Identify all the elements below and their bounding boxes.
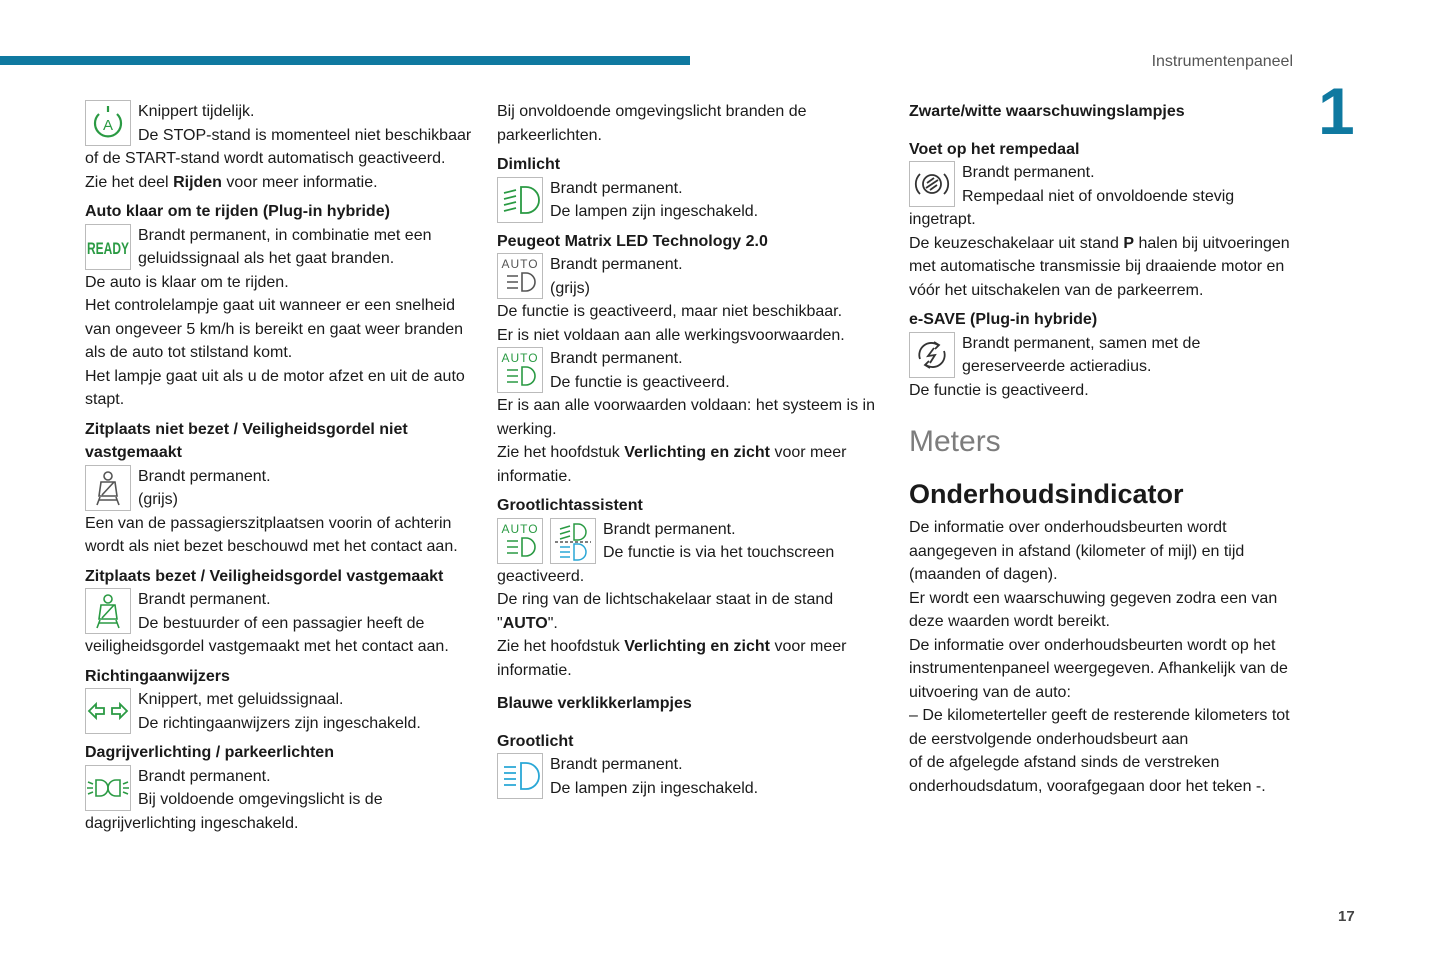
- text: Het lampje gaat uit als u de motor afzet en uit de auto stapt.: [85, 367, 465, 408]
- text: De STOP-stand is momenteel niet beschikbaar of de START-stand wordt automatisch geactiveerd.: [85, 126, 472, 167]
- text-span: De keuzeschakelaar uit stand: [909, 234, 1124, 252]
- seatbelt-green-icon: [85, 588, 131, 634]
- text: Brandt permanent.: [962, 164, 1095, 181]
- block-seat-free: [85, 465, 475, 559]
- text: [497, 635, 882, 682]
- heading-ready: Auto klaar om te rijden (Plug-in hybride): [85, 203, 390, 220]
- bold-link-text: Verlichting en zicht: [624, 638, 770, 655]
- heading-hba: Grootlichtassistent: [497, 497, 643, 514]
- text-span: Zie het hoofdstuk: [497, 638, 625, 655]
- heading-brake: Voet op het rempedaal: [909, 140, 1080, 158]
- auto-label: AUTO: [501, 521, 539, 536]
- text: Brandt permanent.: [550, 350, 683, 367]
- heading-blue: Blauwe verklikkerlampjes: [497, 695, 692, 712]
- block-matrix-green: [497, 347, 882, 488]
- heading-seat-free: Zitplaats niet bezet / Veiligheidsgordel niet vastgemaakt: [85, 420, 408, 461]
- block-seat-taken: [85, 588, 475, 659]
- text: Knippert tijdelijk.: [138, 103, 255, 120]
- heading-seat-taken: Zitplaats bezet / Veiligheidsgordel vastgemaakt: [85, 567, 444, 585]
- heading-turn: Richtingaanwijzers: [85, 667, 230, 685]
- text: [85, 171, 475, 195]
- heading-dim: Dimlicht: [497, 156, 561, 173]
- bold-text: AUTO: [502, 614, 548, 632]
- text: Er is aan alle voorwaarden voldaan: het systeem is in werking.: [497, 397, 875, 438]
- block-brake: [909, 161, 1301, 302]
- turn-signal-icon: [85, 688, 131, 734]
- heading-high-beam: Grootlicht: [497, 732, 574, 750]
- text-span: Zie het hoofdstuk: [497, 444, 625, 461]
- text: De informatie over onderhoudsbeurten wordt op het instrumentenpaneel weergegeven. Afhankelijk van de uitvoering van de auto:: [909, 636, 1288, 701]
- auto-beam-gray-icon: [497, 253, 543, 299]
- bold-text: P: [1123, 234, 1135, 252]
- text: Brandt permanent.: [550, 179, 683, 197]
- high-beam-assist-icon: [550, 518, 596, 564]
- esave-icon: [909, 332, 955, 378]
- text: De lampen zijn ingeschakeld.: [550, 779, 759, 797]
- seatbelt-gray-icon: [85, 465, 131, 511]
- text: De ring van de lichtschakelaar staat in de stand: [497, 591, 834, 608]
- text-span: ".: [547, 614, 558, 632]
- high-beam-icon: [497, 753, 543, 799]
- text: [497, 441, 882, 488]
- text: Brandt permanent.: [138, 767, 271, 785]
- text: Brandt permanent.: [550, 256, 683, 273]
- auto-label: AUTO: [501, 257, 539, 271]
- heading-matrix: Peugeot Matrix LED Technology 2.0: [497, 232, 768, 250]
- meters-heading: Meters: [909, 425, 1001, 458]
- bold-link-text: Verlichting en zicht: [624, 444, 770, 461]
- heading-esave: e-SAVE (Plug-in hybride): [909, 311, 1098, 328]
- heading-drl: Dagrijverlichting / parkeerlichten: [85, 744, 334, 761]
- low-beam-icon: [497, 177, 543, 223]
- text: De richtingaanwijzers zijn ingeschakeld.: [138, 714, 421, 732]
- brake-pedal-icon: [909, 161, 955, 207]
- header-accent-bar: [0, 56, 690, 65]
- text: (grijs): [550, 279, 590, 297]
- heading-bw: Zwarte/witte waarschuwingslampjes: [909, 103, 1185, 120]
- text: De functie is via het touchscreen geactiveerd.: [497, 544, 835, 585]
- text: De bestuurder of een passagier heeft de veiligheidsgordel vastgemaakt met het contact aan.: [85, 614, 449, 655]
- chapter-number: 1: [1318, 74, 1355, 148]
- block-matrix-gray: [497, 253, 882, 347]
- text: – De kilometerteller geeft de resterende kilometers tot de eerstvolgende onderhoudsbeurt aan: [909, 707, 1290, 748]
- text: Er wordt een waarschuwing gegeven zodra een van deze waarden wordt bereikt.: [909, 589, 1278, 630]
- column-middle: [497, 100, 882, 800]
- text: Het controlelampje gaat uit wanneer er een snelheid van ongeveer 5 km/h is bereikt en gaat weer branden als de auto tot stilstand komt.: [85, 297, 464, 361]
- text: (grijs): [138, 491, 178, 508]
- column-right: [909, 100, 1301, 798]
- text: [909, 232, 1301, 303]
- block-hba: [497, 518, 882, 683]
- auto-beam-green-icon: [497, 347, 543, 393]
- text-span: Zie het deel: [85, 173, 174, 191]
- ready-icon-text: READY: [87, 238, 130, 258]
- text-span: halen bij uitvoeringen met automatische transmissie bij draaiende motor en vóór het uitschakelen van de parkeerrem.: [909, 234, 1290, 299]
- text-span: voor meer informatie.: [497, 444, 847, 485]
- column-left: [85, 100, 475, 835]
- text-span: voor meer informatie.: [221, 173, 378, 191]
- auto-a-icon: [85, 100, 131, 146]
- text: De functie is geactiveerd.: [909, 381, 1089, 399]
- text: Er is niet voldaan aan alle werkingsvoorwaarden.: [497, 326, 845, 344]
- text: Een van de passagierszitplaatsen voorin of achterin wordt als niet bezet beschouwd met het contact aan.: [85, 514, 458, 555]
- text-span: voor meer informatie.: [497, 638, 847, 679]
- text: Bij voldoende omgevingslicht is de dagrijverlichting ingeschakeld.: [85, 791, 383, 832]
- block-stop-start: [85, 100, 475, 194]
- block-high-beam: [497, 753, 882, 800]
- text: Brandt permanent, samen met de gereserveerde actieradius.: [962, 334, 1201, 375]
- block-turn: [85, 688, 475, 735]
- bold-link-text: Rijden: [173, 173, 222, 191]
- text: De lampen zijn ingeschakeld.: [550, 203, 759, 220]
- text: [497, 612, 882, 636]
- block-drl: [85, 765, 475, 836]
- page-number: 17: [1338, 908, 1355, 925]
- auto-beam-green-icon: [497, 518, 543, 564]
- text: Brandt permanent.: [550, 756, 683, 773]
- block-esave: [909, 332, 1301, 403]
- text: of de afgelegde afstand sinds de verstreken onderhoudsdatum, voorafgegaan door het teken -.: [909, 754, 1266, 795]
- text: De auto is klaar om te rijden.: [85, 273, 289, 291]
- block-ready: [85, 224, 475, 412]
- text: Knippert, met geluidssignaal.: [138, 691, 344, 708]
- text: Brandt permanent.: [138, 591, 271, 608]
- ready-icon: [85, 224, 131, 270]
- text: De functie is geactiveerd, maar niet beschikbaar.: [497, 303, 843, 320]
- text-span: ": [497, 614, 503, 632]
- service-indicator-heading: Onderhoudsindicator: [909, 479, 1184, 509]
- text: Brandt permanent.: [138, 467, 271, 485]
- daytime-light-icon: [85, 765, 131, 811]
- svg-text:A: A: [102, 117, 114, 134]
- text: Rempedaal niet of onvoldoende stevig ingetrapt.: [909, 187, 1235, 228]
- auto-label: AUTO: [501, 351, 539, 365]
- block-dim: [497, 177, 882, 224]
- text: Bij onvoldoende omgevingslicht branden de parkeerlichten.: [497, 103, 807, 144]
- text: De informatie over onderhoudsbeurten wordt aangegeven in afstand (kilometer of mijl) en tijd (maanden of dagen).: [909, 519, 1245, 583]
- section-title: Instrumentenpaneel: [1151, 53, 1293, 70]
- text: De functie is geactiveerd.: [550, 373, 730, 391]
- text: Brandt permanent, in combinatie met een geluidssignaal als het gaat branden.: [138, 226, 432, 267]
- text: Brandt permanent.: [603, 520, 736, 538]
